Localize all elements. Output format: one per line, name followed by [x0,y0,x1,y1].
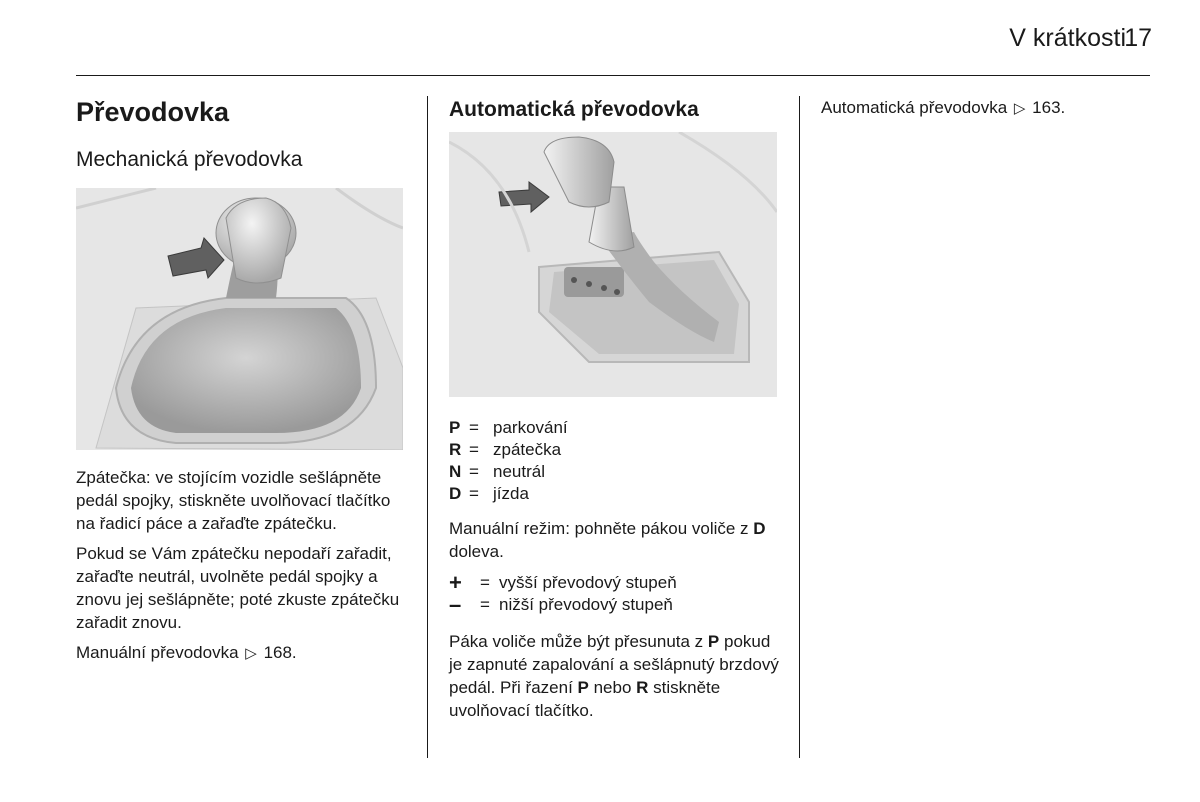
column-manual [76,96,406,665]
legend-row-p: P = parkování [449,418,568,437]
legend-row-minus: – = nižší převodový stupeň [449,592,673,617]
reference-arrow-icon: ▷ [245,645,257,662]
reverse-instructions: Zpátečka: ve stojícím vozidle sešlápněte pedál spojky, stiskněte uvolňovací tlačítko na řadicí páce a zařaďte zpátečku. [76,468,391,533]
manual-transmission-reference[interactable]: Manuální převodovka ▷ 168. [76,641,406,665]
legend-row-plus: + = vyšší převodový stupeň [449,570,677,595]
column-reference [821,96,1151,120]
subsection-title: Mechanická převodovka [76,148,303,171]
reverse-retry-instructions: Pokud se Vám zpátečku nepodaří zařadit, zařaďte neutrál, uvolněte pedál spojky a znovu jej sešlápněte; poté zkuste zpátečku zařadit znovu. [76,544,400,632]
column-divider [799,96,800,758]
selector-lever-instructions: Páka voliče může být přesunuta z P pokud je zapnuté zapalování a sešlápnutý brzdový pedál. Při řazení P nebo R stiskněte uvolňovací tlačítko. [449,632,779,720]
legend-row-n: N = neutrál [449,462,545,481]
gear-position-legend [449,417,779,505]
automatic-transmission-reference[interactable]: Automatická převodovka ▷ 163. [821,96,1151,120]
plus-icon: + [449,570,462,595]
manual-gear-lever-illustration [76,188,403,450]
column-divider [427,96,428,758]
reference-arrow-icon: ▷ [1013,100,1026,117]
header-rule [76,75,1150,76]
legend-row-d: D = jízda [449,484,529,503]
manual-mode-text: Manuální režim: pohněte pákou voliče z D doleva. [449,519,766,561]
shift-sign-legend [449,572,779,616]
section-title: Automatická převodovka [449,98,699,121]
page-number: 17 [1124,24,1152,52]
section-title: Převodovka [76,97,230,127]
header-section-title: V krátkosti [1009,24,1126,52]
minus-icon: – [449,592,462,617]
automatic-selector-lever-illustration [449,132,777,397]
legend-row-r: R = zpátečka [449,440,562,459]
column-automatic [449,96,779,722]
